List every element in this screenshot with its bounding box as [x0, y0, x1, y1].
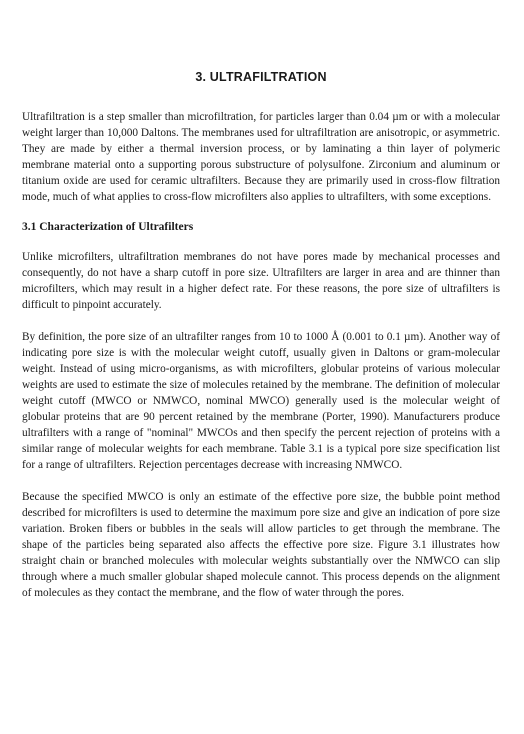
- section-heading: 3.1 Characterization of Ultrafilters: [22, 221, 194, 233]
- chapter-title: 3. ULTRAFILTRATION: [195, 70, 327, 84]
- intro-paragraph: Ultrafiltration is a step smaller than microfiltration, for particles larger than 0.04 µm or with a molecular weight larger than 10,000 Daltons. The membranes used for ultrafiltration are anisotropic, or asymmetric. They are made by either a thermal inversion process, or by laminating a thin layer of polymeric membrane material onto a supporting porous substructure of polysulfone. Zirconium and aluminum or titanium oxide are used for ceramic ultrafilters. Because they are primarily used in cross-flow filtration mode, much of what applies to cross-flow microfilters also applies to ultrafilters, with some exceptions.: [22, 111, 500, 203]
- paragraph-bubble-point: Because the specified MWCO is only an estimate of the effective pore size, the bubble point method described for microfilters is used to determine the maximum pore size and give an indication of pore size variation. Broken fibers or bubbles in the seals will allow particles to get through the membrane. The shape of the particles being separated also affects the effective pore size. Figure 3.1 illustrates how straight chain or branched molecules with molecular weights substantially over the NMWCO can slip through where a much smaller globular shaped molecule cannot. This process depends on the alignment of molecules as they contact the membrane, and the flow of water through the pores.: [22, 491, 500, 599]
- paragraph-pore-size-definition: By definition, the pore size of an ultrafilter ranges from 10 to 1000 Å (0.001 to 0.1 µm). Another way of indicating pore size is with the molecular weight cutoff, usually given in Daltons or gram-molecular weight. Instead of using micro-organisms, as with microfilters, globular proteins of various molecular weights are used to estimate the size of molecules retained by the membrane. The definition of molecular weight cutoff (MWCO or NMWCO, nominal MWCO) generally used is the molecular weight of globular proteins that are 90 percent retained by the membrane (Porter, 1990). Manufacturers produce ultrafilters with a range of "nominal" MWCOs and then specify the percent rejection of proteins with a similar range of molecular weights for each membrane. Table 3.1 is a typical pore size specification list for a range of ultrafilters. Rejection percentages decrease with increasing NMWCO.: [22, 331, 500, 471]
- paragraph-pore-cutoff: Unlike microfilters, ultrafiltration membranes do not have pores made by mechanical processes and consequently, do not have a sharp cutoff in pore size. Ultrafilters are larger in area and are thinner than microfilters, which may result in a higher defect rate. For these reasons, the pore size of ultrafilters is difficult to pinpoint accurately.: [22, 251, 500, 311]
